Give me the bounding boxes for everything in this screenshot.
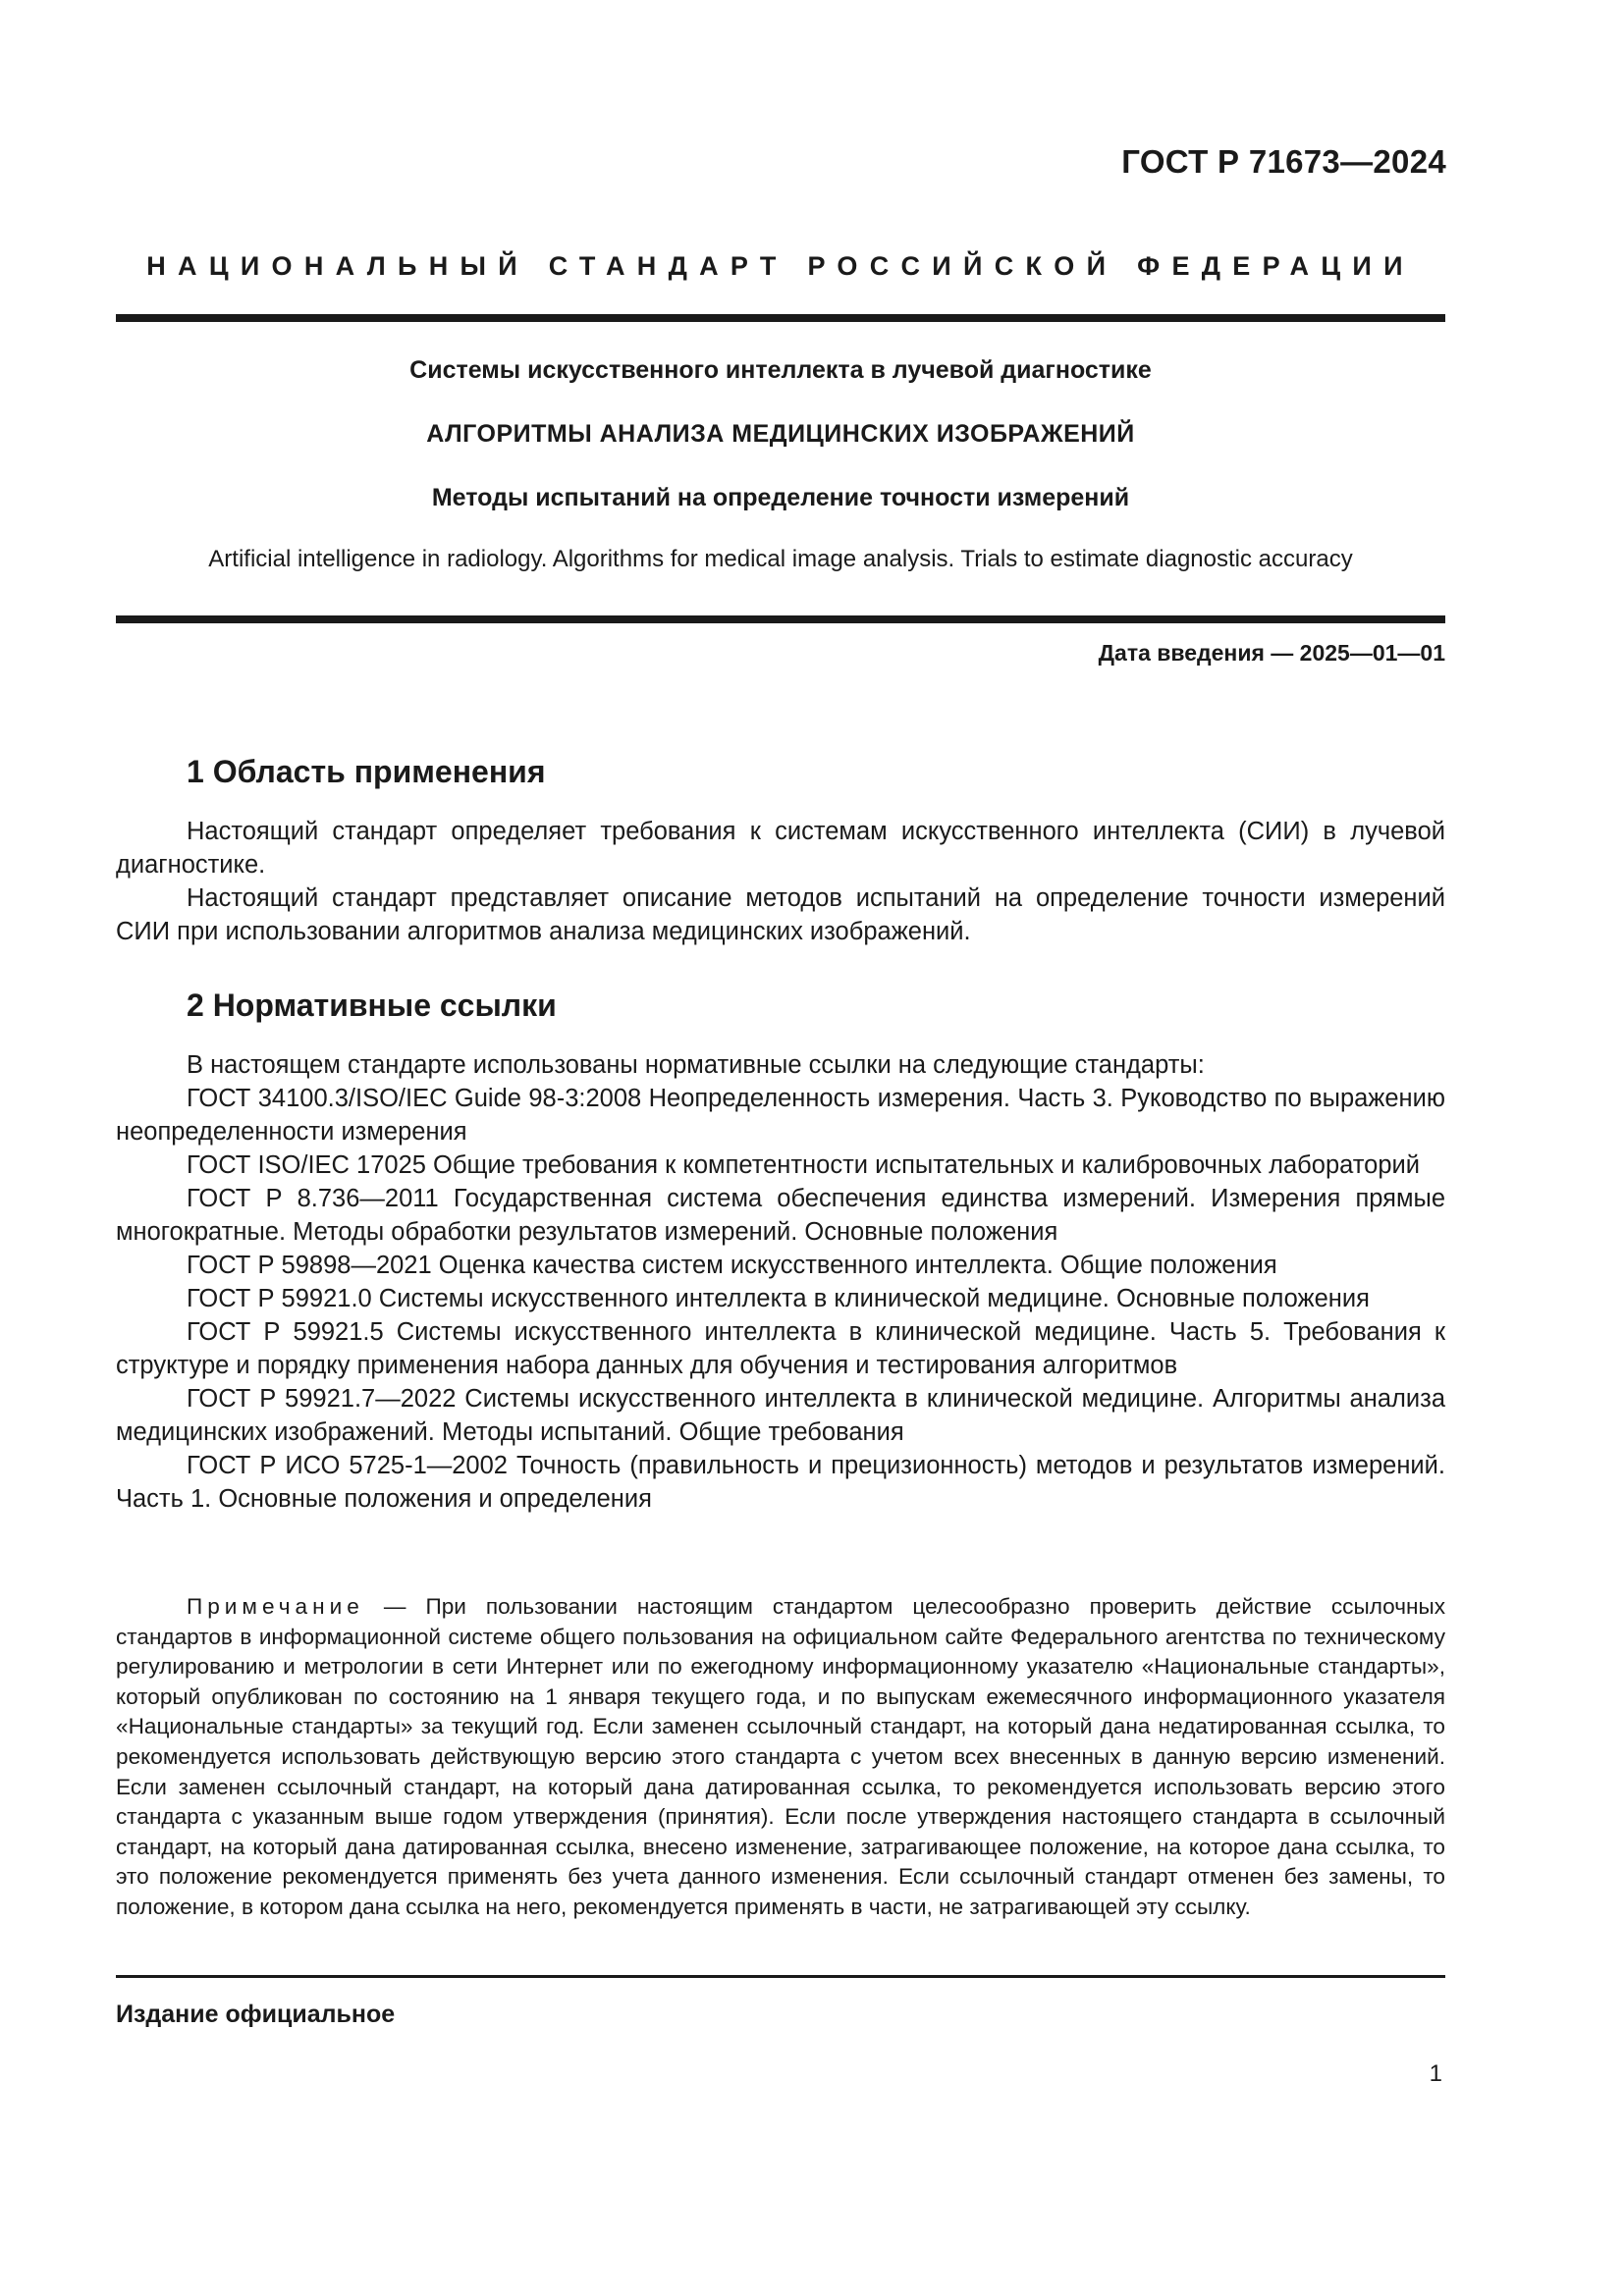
reference-item: ГОСТ Р 59921.7—2022 Системы искусственного интеллекта в клинической медицине. Алгоритмы анализа медицинских изображений. Методы испытаний. Общие требования [116, 1385, 1445, 1446]
page-number: 1 [1429, 2060, 1442, 2087]
title-line-3: Методы испытаний на определение точности измерений [431, 484, 1130, 511]
title-divider [116, 615, 1445, 623]
references-intro: В настоящем стандарте использованы нормативные ссылки на следующие стандарты: [187, 1051, 1205, 1079]
section-2-heading: 2 Нормативные ссылки [187, 988, 557, 1023]
section-2-body [116, 1048, 1445, 1516]
note-block [116, 1592, 1445, 1923]
section-1-body [116, 815, 1445, 948]
section-1-heading: 1 Область применения [187, 754, 546, 789]
top-divider [116, 314, 1445, 322]
note-label: Примечание [187, 1594, 364, 1619]
reference-item: ГОСТ ISO/IEC 17025 Общие требования к компетентности испытательных и калибровочных лабораторий [187, 1151, 1420, 1179]
footer-divider [116, 1975, 1445, 1978]
title-line-2: АЛГОРИТМЫ АНАЛИЗА МЕДИЦИНСКИХ ИЗОБРАЖЕНИЙ [426, 420, 1135, 448]
note-text: — При пользовании настоящим стандартом целесообразно проверить действие ссылочных стандартов в информационной системе общего пользования на официальном сайте Федерального агентства по техническому регулированию и метрологии в сети Интернет или по ежегодному информационному указателю «Национальные стандарты», который опубликован по состоянию на 1 января текущего года, и по выпускам ежемесячного информационного указателя «Национальные стандарты» за текущий год. Если заменен ссылочный стандарт, на который дана недатированная ссылка, то рекомендуется использовать действующую версию этого стандарта с учетом всех внесенных в данную версию изменений. Если заменен ссылочный стандарт, на который дана датированная ссылка, то рекомендуется использовать версию этого стандарта с указанным выше годом утверждения (принятия). Если после утверждения настоящего стандарта в ссылочный стандарт, на который дана датированная ссылка, внесено изменение, затрагивающее положение, на которое дана ссылка, то это положение рекомендуется применять без учета данного изменения. Если ссылочный стандарт отменен без замены, то положение, в котором дана ссылка на него, рекомендуется применять в части, не затрагивающей эту ссылку. [116, 1594, 1445, 1919]
reference-item: ГОСТ Р 8.736—2011 Государственная система обеспечения единства измерений. Измерения прямые многократные. Методы обработки результатов измерений. Основные положения [116, 1185, 1445, 1246]
national-standard-banner: НАЦИОНАЛЬНЫЙ СТАНДАРТ РОССИЙСКОЙ ФЕДЕРАЦИИ [146, 251, 1415, 281]
document-number: ГОСТ Р 71673—2024 [1121, 143, 1446, 180]
reference-item: ГОСТ Р 59921.5 Системы искусственного интеллекта в клинической медицине. Часть 5. Требования к структуре и порядку применения набора данных для обучения и тестирования алгоритмов [116, 1318, 1445, 1379]
note-paragraph [116, 1592, 1445, 1923]
section-1-paragraph: Настоящий стандарт представляет описание методов испытаний на определение точности измерений СИИ при использовании алгоритмов анализа медицинских изображений. [116, 884, 1445, 945]
title-line-1: Системы искусственного интеллекта в лучевой диагностике [409, 356, 1152, 384]
section-1-paragraph: Настоящий стандарт определяет требования к системам искусственного интеллекта (СИИ) в лучевой диагностике. [116, 818, 1445, 879]
reference-item: ГОСТ Р ИСО 5725-1—2002 Точность (правильность и прецизионность) методов и результатов измерений. Часть 1. Основные положения и определения [116, 1452, 1445, 1513]
introduction-date: Дата введения — 2025—01—01 [1098, 640, 1445, 666]
reference-item: ГОСТ Р 59921.0 Системы искусственного интеллекта в клинической медицине. Основные положения [187, 1285, 1370, 1312]
reference-item: ГОСТ Р 59898—2021 Оценка качества систем искусственного интеллекта. Общие положения [187, 1252, 1277, 1279]
english-title: Artificial intelligence in radiology. Algorithms for medical image analysis. Trials to estimate diagnostic accuracy [208, 546, 1353, 572]
reference-item: ГОСТ 34100.3/ISO/IEC Guide 98-3:2008 Неопределенность измерения. Часть 3. Руководство по выражению неопределенности измерения [116, 1085, 1445, 1146]
official-edition-label: Издание официальное [116, 2001, 396, 2028]
